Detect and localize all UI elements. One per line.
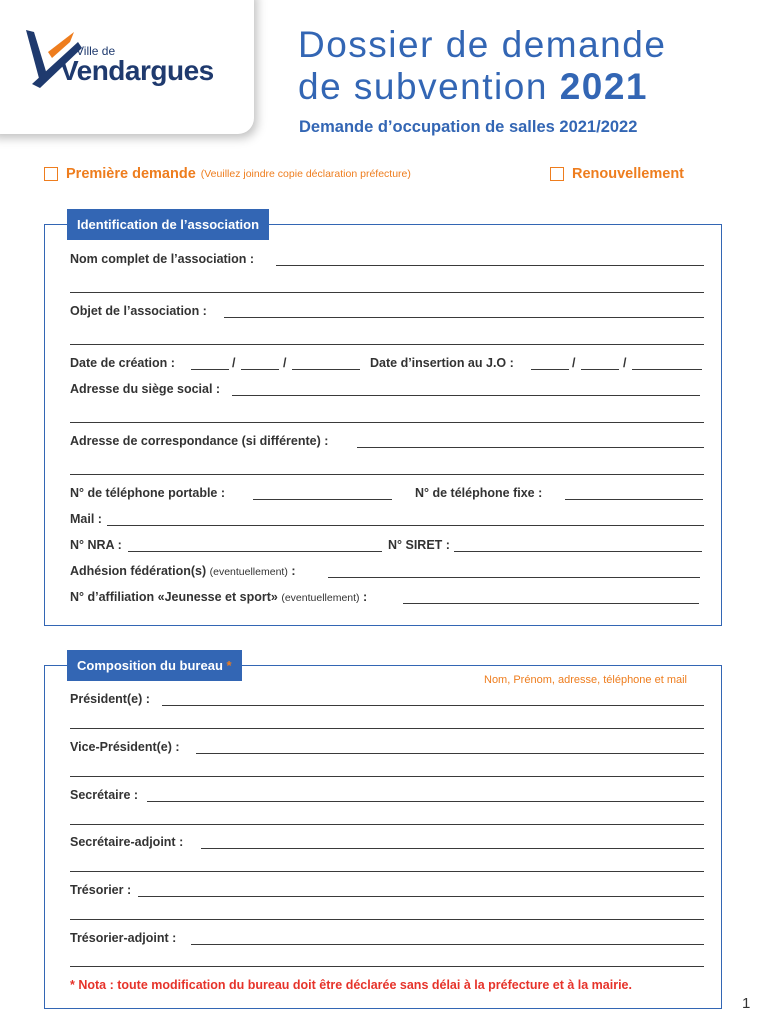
bureau-heading: Composition du bureau * <box>67 650 242 681</box>
vice-president-field[interactable] <box>196 753 704 754</box>
deputy-secretary-field-2[interactable] <box>70 871 704 872</box>
association-name-label: Nom complet de l’association : <box>70 252 255 266</box>
affiliation-label: N° d’affiliation «Jeunesse et sport» (eventuellement) : <box>70 590 368 604</box>
treasurer-label: Trésorier : <box>70 883 132 897</box>
vice-president-field-2[interactable] <box>70 776 704 777</box>
jo-date-month-field[interactable] <box>581 369 619 370</box>
president-field-2[interactable] <box>70 728 704 729</box>
nota-warning: * Nota : toute modification du bureau doit être déclarée sans délai à la préfecture et à la mairie. <box>70 978 632 992</box>
date-separator: / <box>232 356 236 370</box>
association-object-label: Objet de l’association : <box>70 304 207 318</box>
correspondence-address-label: Adresse de correspondance (si différente) : <box>70 434 329 448</box>
mobile-phone-label: N° de téléphone portable : <box>70 486 226 500</box>
nra-label: N° NRA : <box>70 538 122 552</box>
date-separator: / <box>623 356 627 370</box>
head-office-address-field-2[interactable] <box>70 422 704 423</box>
identification-heading: Identification de l’association <box>67 209 269 240</box>
deputy-secretary-field[interactable] <box>201 848 704 849</box>
page-number: 1 <box>742 995 751 1012</box>
renewal-checkbox[interactable] <box>550 167 564 181</box>
federation-field[interactable] <box>328 577 700 578</box>
association-object-field-2[interactable] <box>70 344 704 345</box>
document-title <box>298 24 666 108</box>
date-separator: / <box>283 356 287 370</box>
siret-label: N° SIRET : <box>388 538 450 552</box>
renewal-label: Renouvellement <box>572 166 684 182</box>
bureau-hint: Nom, Prénom, adresse, téléphone et mail <box>484 674 687 686</box>
creation-date-year-field[interactable] <box>292 369 360 370</box>
jo-date-day-field[interactable] <box>531 369 569 370</box>
nra-field[interactable] <box>128 551 382 552</box>
head-office-address-label: Adresse du siège social : <box>70 382 221 396</box>
document-subtitle: Demande d’occupation de salles 2021/2022 <box>299 118 638 136</box>
treasurer-field-2[interactable] <box>70 919 704 920</box>
creation-date-label: Date de création : <box>70 356 175 370</box>
jo-insertion-date-label: Date d’insertion au J.O : <box>370 356 514 370</box>
title-line-1: Dossier de demande <box>298 24 667 65</box>
logo-text-small: Ville de <box>76 44 116 58</box>
jo-date-year-field[interactable] <box>632 369 702 370</box>
deputy-secretary-label: Secrétaire-adjoint : <box>70 835 184 849</box>
association-name-field-2[interactable] <box>70 292 704 293</box>
federation-label: Adhésion fédération(s) (eventuellement) : <box>70 564 296 578</box>
association-object-field[interactable] <box>224 317 704 318</box>
siret-field[interactable] <box>454 551 702 552</box>
creation-date-day-field[interactable] <box>191 369 229 370</box>
correspondence-address-field-2[interactable] <box>70 474 704 475</box>
creation-date-month-field[interactable] <box>241 369 279 370</box>
mail-field[interactable] <box>107 525 704 526</box>
first-request-note: (Veuillez joindre copie déclaration préfecture) <box>200 168 411 180</box>
title-line-2: de subvention <box>298 66 548 107</box>
landline-phone-field[interactable] <box>565 499 703 500</box>
deputy-treasurer-field[interactable] <box>191 944 704 945</box>
renewal-option[interactable] <box>550 166 684 182</box>
first-request-label: Première demande <box>66 166 196 182</box>
affiliation-field[interactable] <box>403 603 699 604</box>
logo-text-big: Vendargues <box>60 55 214 86</box>
president-field[interactable] <box>162 705 704 706</box>
first-request-checkbox[interactable] <box>44 167 58 181</box>
date-separator: / <box>572 356 576 370</box>
secretary-field[interactable] <box>147 801 704 802</box>
logo-card <box>0 0 254 134</box>
secretary-field-2[interactable] <box>70 824 704 825</box>
president-label: Président(e) : <box>70 692 150 706</box>
vice-president-label: Vice-Président(e) : <box>70 740 180 754</box>
title-year: 2021 <box>559 66 648 107</box>
treasurer-field[interactable] <box>138 896 704 897</box>
first-request-option[interactable] <box>44 166 411 182</box>
mobile-phone-field[interactable] <box>253 499 392 500</box>
correspondence-address-field[interactable] <box>357 447 704 448</box>
association-name-field[interactable] <box>276 265 704 266</box>
head-office-address-field[interactable] <box>232 395 700 396</box>
landline-phone-label: N° de téléphone fixe : <box>415 486 543 500</box>
deputy-treasurer-label: Trésorier-adjoint : <box>70 931 177 945</box>
deputy-treasurer-field-2[interactable] <box>70 966 704 967</box>
mail-label: Mail : <box>70 512 102 526</box>
secretary-label: Secrétaire : <box>70 788 139 802</box>
